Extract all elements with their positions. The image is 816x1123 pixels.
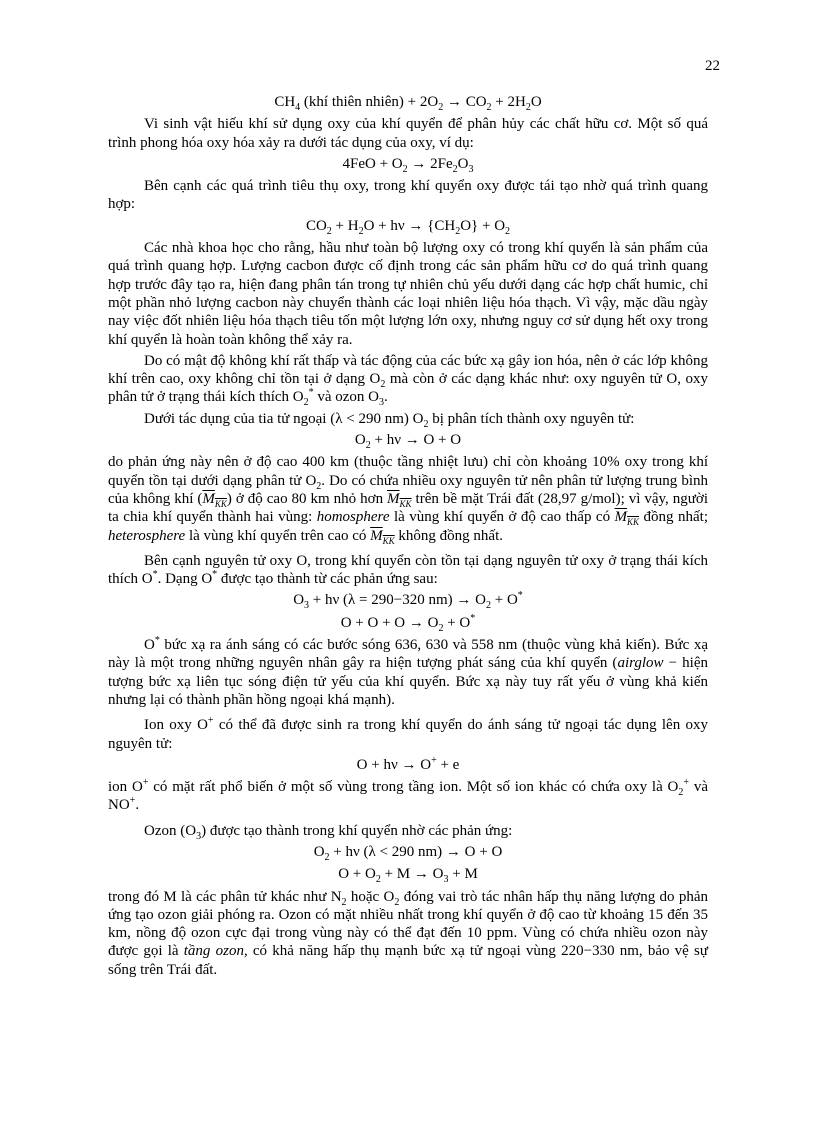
paragraph-molecular-weight: do phản ứng này nên ở độ cao 400 km (thuộc tầng nhiệt lưu) chỉ còn khoảng 10% oxy trong khí quyển tồn tại dưới dạng phân tử $O_2$. Do có chứa nhiều oxy nguyên tử nên phân tử lượng trung bình của không khí $(M_{KK})$ ở độ cao 80 km nhỏ hơn $M_{KK}$ trên bề mặt Trái đất (28,97 g/mol); vì vậy, người ta chia khí quyển thành hai vùng: homosphere là vùng khí quyển ở độ cao thấp có $M_{KK}$ đồng nhất; heterosphere là vùng khí quyển trên cao có $M_{KK}$ không đồng nhất.: [108, 454, 709, 546]
paragraph-excited-oxygen: Bên cạnh nguyên tử oxy O, trong khí quyển còn tồn tại dạng nguyên tử oxy ở trạng thái kích thích O*. Dạng O* được tạo thành từ các phản ứng sau:: [108, 552, 708, 588]
page-number: 22: [705, 58, 720, 74]
mean-molar-mass-symbol: $M_{KK}$: [614, 509, 640, 528]
paragraph-ozone-layer: trong đó M là các phân tử khác như $N_2$ hoặc $O_2$ đóng vai trò tác nhân hấp thụ năng lượng do phản ứng tạo ozon giải phóng ra. Ozon có mặt nhiều nhất trong khí quyển ở độ cao từ khoảng 15 đến 35 km, nồng độ ozon cực đại trong vùng này có thể đạt đến 10 ppm. Vùng có chứa nhiều ozon này được gọi là tầng ozon, có khả năng hấp thụ mạnh bức xạ tử ngoại vùng 220−330 nm, bảo vệ sự sống trên Trái đất.: [108, 888, 709, 978]
paragraph-aerobic-microbes: Vi sinh vật hiếu khí sử dụng oxy của khí quyển để phân hủy các chất hữu cơ. Một số quá trình phong hóa oxy hóa xảy ra dưới tác dụng của oxy, ví dụ:: [108, 116, 708, 151]
equation-ozone-photolysis: $O_3 + h\nu$ (λ = 290−320 $nm) \to O_2 + O^*$: [293, 590, 523, 612]
paragraph-airglow: O* bức xạ ra ánh sáng có các bước sóng 636, 630 và 558 nm (thuộc vùng khả kiến). Bức xạ này là một trong những nguyên nhân gây ra hiện tượng phát sáng của khí quyển (airglow − hiện tượng bức xạ liên tục sóng điện tử yếu của khí quyển. Bức xạ này tuy rất yếu ở vùng khả kiến nhưng lại có thành phần hồng ngoại khá mạnh).: [108, 635, 708, 708]
equation-feo-oxidation: $4FeO + O_2 \to 2Fe_2O_3$: [342, 155, 474, 175]
mean-molar-mass-symbol: $M_{KK}$: [387, 490, 412, 509]
paragraph-oxygen-regeneration: Bên cạnh các quá trình tiêu thụ oxy, trong khí quyển oxy được tái tạo nhờ quá trình quang hợp:: [108, 178, 708, 213]
page-body: [108, 92, 708, 982]
paragraph-uv-dissociation: Dưới tác dụng của tia tử ngoại (λ < 290 nm) $O_2$ bị phân tích thành oxy nguyên tử:: [144, 410, 635, 430]
paragraph-oxygen-ion: Ion oxy O+ có thể đã được sinh ra trong khí quyển do ánh sáng tử ngoại tác dụng lên oxy nguyên tử:: [108, 715, 708, 752]
equation-ozone-synthesis: $O + O_2 + M \to O_3 + M$: [338, 866, 478, 886]
equation-three-body-recombination: $O + O + O \to O_2 + O^*$: [340, 612, 476, 634]
paragraph-ozone-formation: Ozon $(O_3)$ được tạo thành trong khí quyển nhờ các phản ứng:: [144, 822, 513, 842]
paragraph-ionosphere-ions: ion O+ có mặt rất phổ biến ở một số vùng trong tầng ion. Một số ion khác có chứa oxy là $O_2^+$ và NO+.: [108, 777, 708, 814]
equation-methane-combustion: $CH_4$ (khí thiên nhiên) + $2O_2 \to CO_2 + 2H_2O$: [274, 94, 542, 113]
mean-molar-mass-symbol: $M_{KK}$: [370, 527, 395, 546]
mean-molar-mass-symbol: $M_{KK}$: [202, 490, 227, 509]
equation-oxygen-ionization: O + hν → O+ + e: [356, 754, 460, 773]
equation-o2-photolysis: $O_2 + h\nu \to O + O$: [354, 432, 462, 452]
paragraph-upper-atmosphere-oxygen: Do có mật độ không khí rất thấp và tác động của các bức xạ gây ion hóa, nên ở các lớp không khí trên cao, oxy không chỉ tồn tại ở dạng $O_2$ mà còn ở các dạng khác như: oxy nguyên tử O, oxy phân tử ở trạng thái kích thích $O_2^*$ và ozon $O_3$.: [108, 352, 708, 409]
equation-o2-photolysis-ozone: $O_2 + h\nu$ (λ < 290 nm) → O + O: [313, 843, 503, 863]
equation-photosynthesis: $CO_2 + H_2O + h\nu \to \{CH_2O\} + O_2$: [305, 217, 511, 237]
paragraph-photosynthesis-origin: Các nhà khoa học cho rằng, hầu như toàn bộ lượng oxy có trong khí quyển là sản phẩm của quá trình quang hợp. Lượng cacbon được cố định trong các sản phẩm hữu cơ do quá trình quang hợp trước đây tạo ra, hiện đang phân tán trong tự nhiên chủ yếu dưới dạng các hợp chất humic, chỉ một phần nhỏ lượng cacbon này chuyển thành các loại nhiên liệu hóa thạch. Vì vậy, mặc dầu ngày nay việc đốt nhiên liệu hóa thạch tiêu tốn một lượng lớn oxy, nhưng nguy cơ sử dụng hết oxy trong khí quyển là hoàn toàn không thể xảy ra.: [108, 240, 708, 348]
